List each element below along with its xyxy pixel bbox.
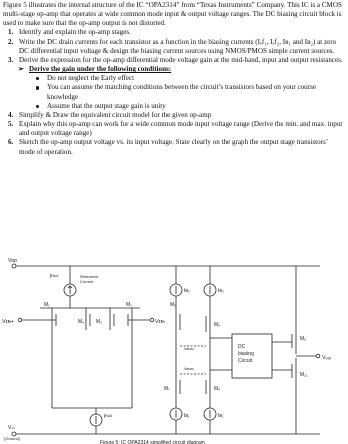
condition-item [3,83,345,101]
vbias1-label: Vʙɪᴀs¹ [184,347,195,351]
vbias2-label: Vʙɪᴀs² [184,367,195,371]
condition-text: You can assume the matching conditions between the circuit’s transistors based on your course knowledge [47,83,316,101]
task-item [3,38,345,56]
bullet-dot-icon [36,86,39,89]
conditions-heading-text: Derive the gain under the following conditions: [29,65,172,74]
vout-terminal [316,354,320,358]
intro-paragraph: Figure 5 illustrates the internal structure of the IC “OPA2314” from “Texas Instruments” Company. This IC is a CMOS multi-stage op-amp that operates at wide common mode input & output voltage ranges. The DC biasing circuit block is used to make sure that the op-amp output is not distorted. [3,1,342,28]
vin-minus-label: Vɪɴ- [155,319,166,325]
current-label: Current [80,279,94,284]
vin-plus-terminal [18,318,22,322]
task-number: 5. [8,120,14,129]
ib1b-label: Iʙ₁ [218,413,224,419]
ib2b-label: Iʙ₂ [218,288,224,294]
ib1-label: Iʙ₁ [184,413,190,419]
task-number: 1. [8,28,14,37]
task-number: 6. [8,138,14,147]
arrow-bullet-icon: ➢ [18,65,24,74]
vin-plus-label: Vɪɴ+ [2,319,14,325]
question-text [3,1,345,157]
figure-caption: Figure 5: IC OPA2314 simplified circuit diagram [100,440,205,444]
m5-label: M₅ [170,302,177,308]
m7-label: M₇ [164,386,170,392]
vin-minus-terminal [150,318,154,322]
task-item [3,138,345,156]
task-text: Explain why this op-amp can work for a wide common mode input voltage range (Derive the min. and max. input and output voltage range) [19,120,343,138]
iref2-label: Iᴿᵉᶠ² [104,414,113,420]
condition-item [3,74,345,83]
m11-label: M₁₁ [300,372,308,378]
dc-block-label-3: Circuit [238,358,253,364]
task-item [3,120,345,138]
reference-label: Reference [80,274,99,279]
m6-label: M₆ [214,322,221,328]
bullet-dot-icon [36,105,39,108]
conditions-heading [3,65,345,74]
ground-label: (Ground) [4,436,21,441]
vdd-label: Vᴅᴅ [8,258,17,264]
opamp-circuit-diagram [0,258,348,444]
vss-label: Vₛₛ [8,425,16,431]
m9-label: M₉ [300,336,307,342]
vdd-terminal [12,264,16,268]
task-text: Sketch the op-amp output voltage vs. its input voltage. State clearly on the graph the output stage transistors’ mode of operation. [19,138,328,156]
task-text: Identify and explain the op-amp stages. [19,28,131,37]
task-number: 4. [8,110,14,119]
condition-item [3,102,345,111]
m4-label: M₄ [78,319,85,325]
m8-label: M₈ [214,386,221,392]
iref1-label: Iᴿᵉᶠ¹ [50,274,59,280]
task-text: Derive the expression for the op-amp differential mode voltage gain at the mid-band, input and output resistances. [19,55,343,64]
task-text: Write the DC drain currents for each transistor as a function in the biasing currents (Iₑf₁, Iₑf₂, Iʙ₁ and Iʙ₂) at zero DC differential input voltage & design the biasing current sources using NMOS/PMOS simple current sources. [19,37,337,55]
task-item [3,111,345,120]
m1-label: M₁ [44,302,50,308]
task-number: 3. [8,55,14,64]
task-item [3,56,345,65]
task-item [3,28,345,37]
task-text: Simplify & Draw the equivalent circuit model for the given op-amp [19,110,212,119]
ib2-label: Iʙ₂ [184,288,190,294]
m2-label: M₂ [126,302,133,308]
task-number: 2. [8,37,14,46]
dc-block-label-2: biasing [238,351,254,357]
vout-label: Vₒᵤₜ [322,355,332,361]
m3-label: M₃ [96,319,103,325]
task-list [3,28,345,156]
condition-text: Do not neglect the Early effect [47,74,135,83]
bullet-dot-icon [36,77,39,80]
dc-block-label-1: DC [238,344,246,350]
condition-text: Assume that the output stage gain is unity [47,101,166,110]
